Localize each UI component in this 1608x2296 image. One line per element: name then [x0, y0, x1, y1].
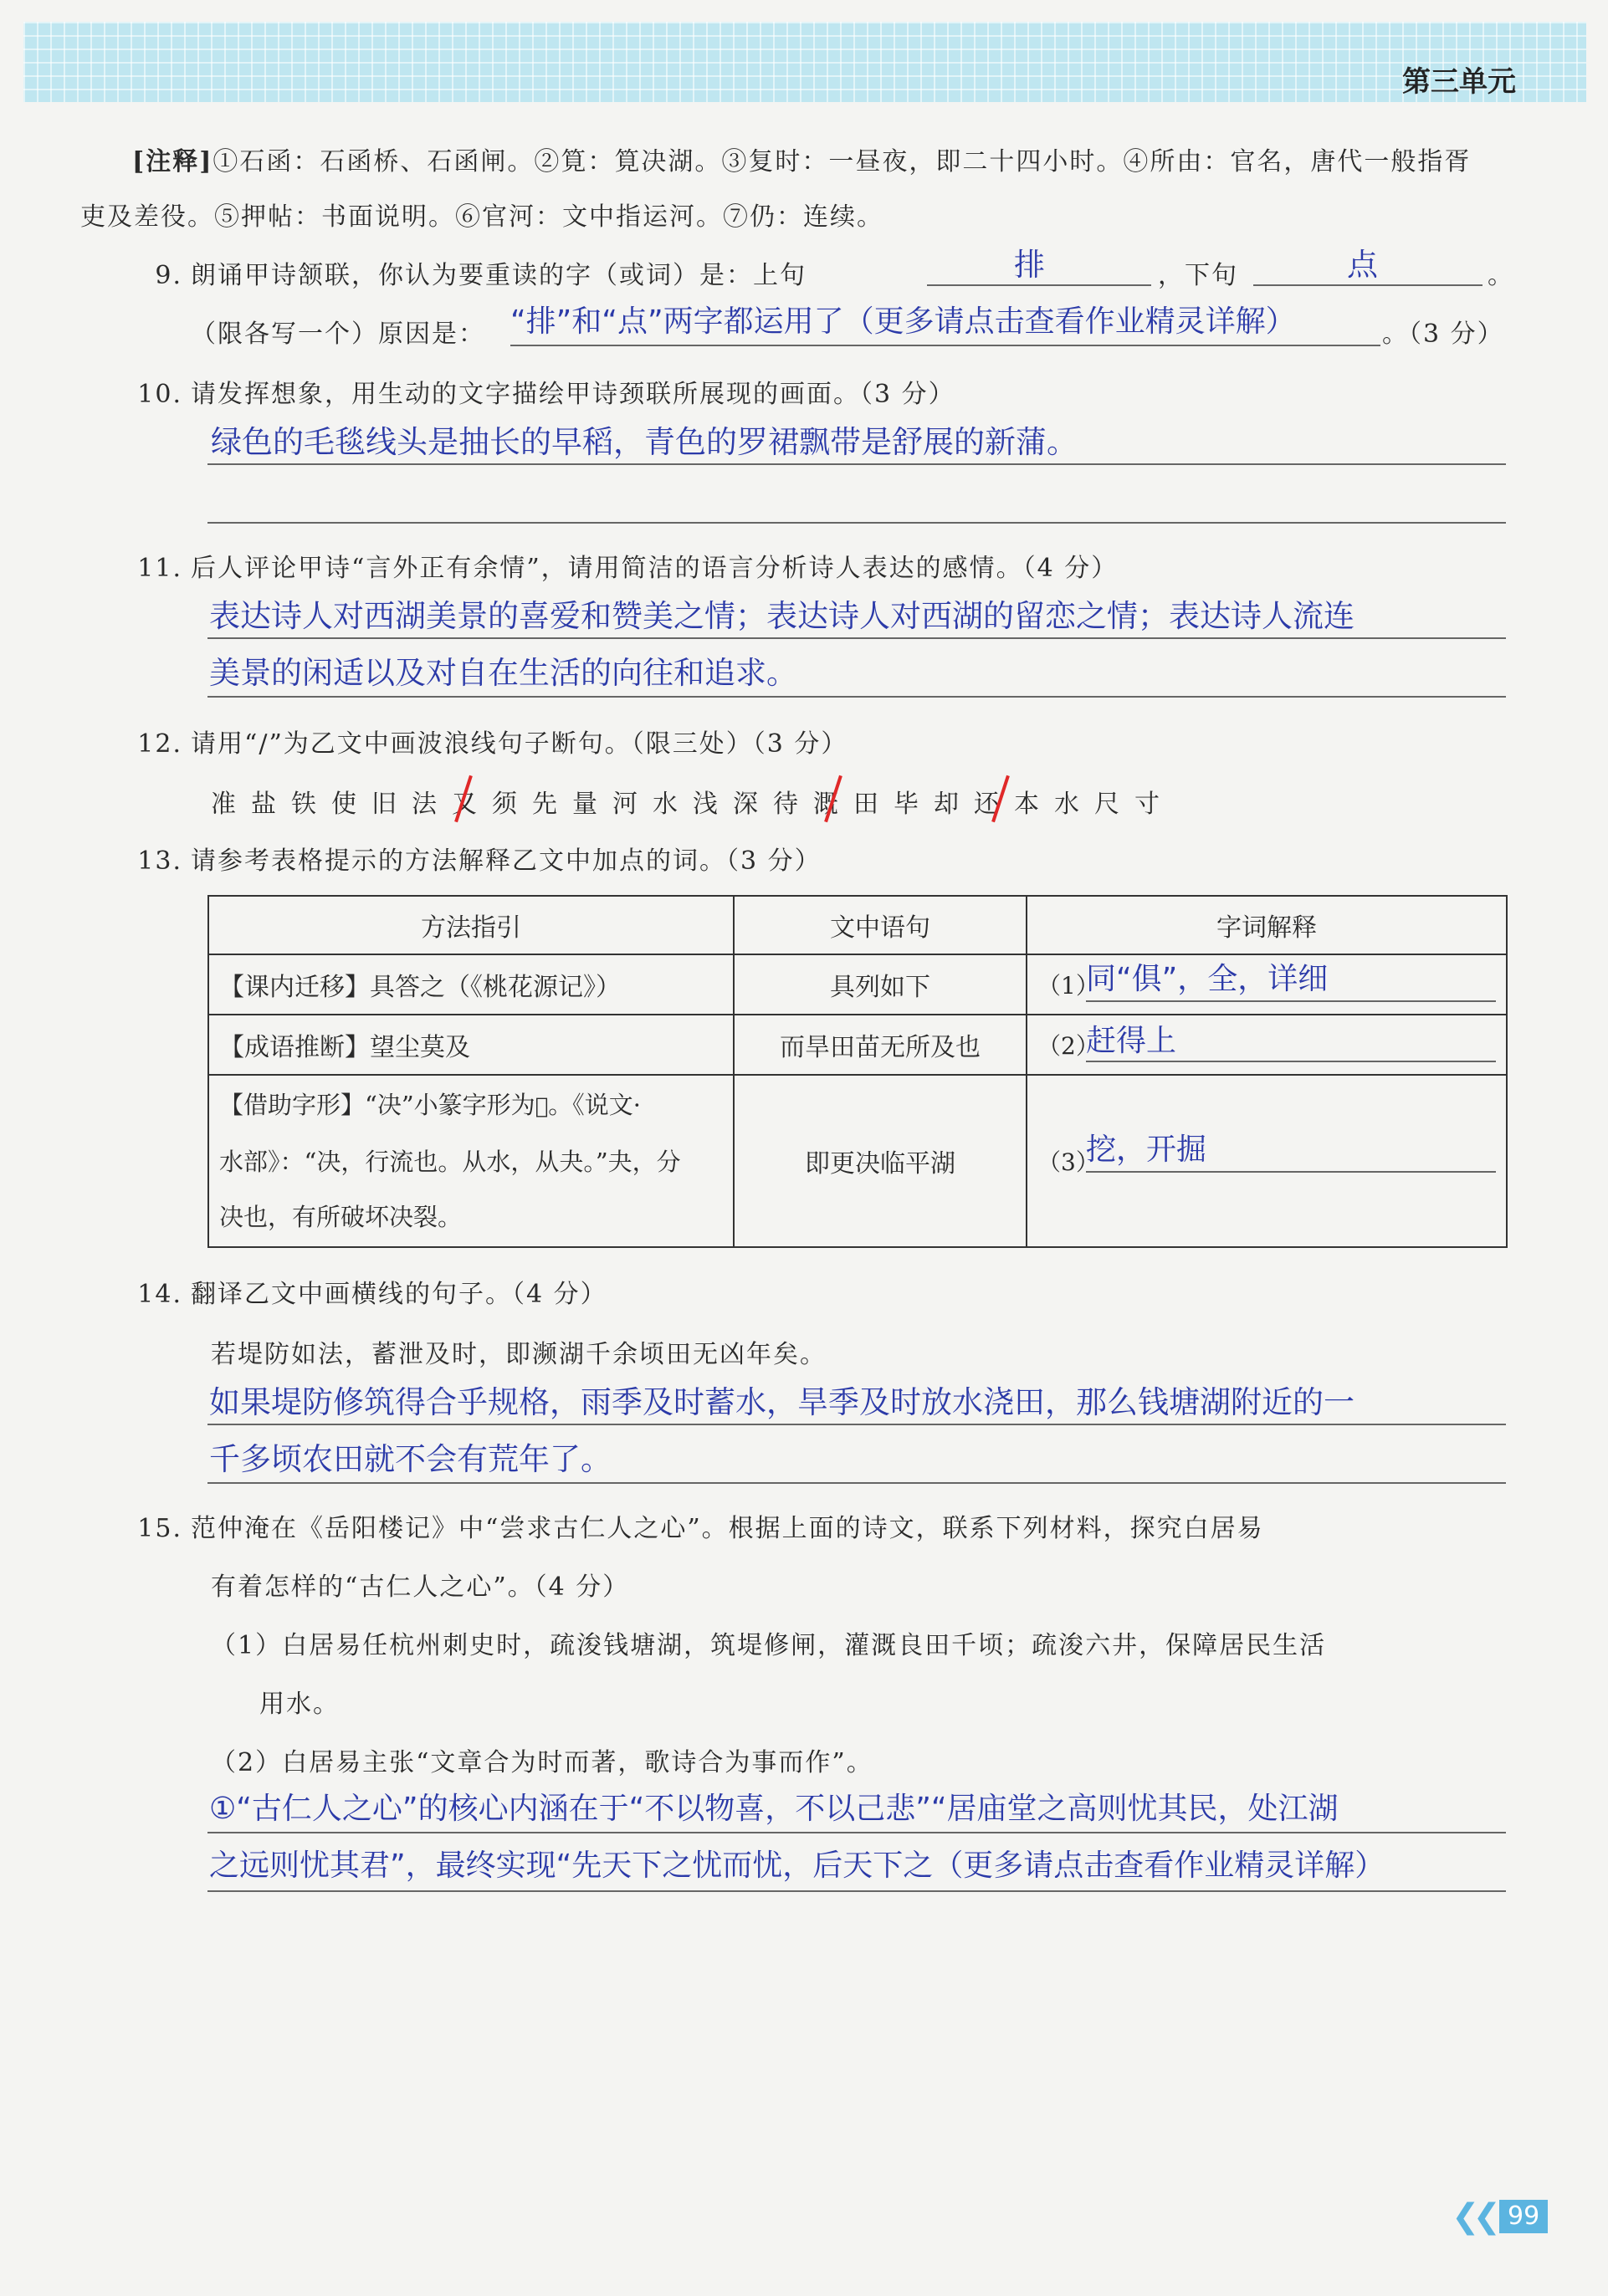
q13-table [207, 895, 1508, 1248]
q15-rule-1[interactable] [207, 1832, 1506, 1833]
q12-sentence: 准盐铁使旧法又须先量河水浅深待溉田毕却还本水尺寸 [211, 790, 1175, 819]
q14-answer-line-2: 千多顷农田就不会有荒年了。 [209, 1441, 612, 1477]
q12-prompt: 请用“/”为乙文中画波浪线句子断句。（限三处）（3 分） [191, 729, 848, 759]
q15-material-2: （2）白居易主张“文章合为时而著，歌诗合为事而作”。 [211, 1748, 873, 1777]
unit-title: 第三单元 [1402, 65, 1516, 99]
q13-prompt-line [117, 840, 822, 877]
row2-num: （2） [1037, 1032, 1099, 1060]
q13-prompt: 请参考表格提示的方法解释乙文中加点的词。（3 分） [191, 846, 822, 876]
q15-prompt-2: 有着怎样的“古仁人之心”。（4 分） [211, 1572, 630, 1602]
row2-rule[interactable] [1086, 1061, 1496, 1062]
q10-number: 10. [137, 380, 182, 409]
q15-material-1-line-2: 用水。 [259, 1690, 340, 1719]
double-chevron-left-icon: ❮❮ [1452, 2197, 1495, 2236]
q14-prompt: 翻译乙文中画横线的句子。（4 分） [191, 1280, 607, 1309]
q9-answer-down: 点 [1347, 247, 1378, 283]
page-number-value: 99 [1499, 2200, 1548, 2233]
row1-num: （1） [1037, 972, 1099, 1000]
q14-sentence: 若堤防如法，蓄泄及时，即濒湖千余顷田无凶年矣。 [211, 1340, 827, 1369]
row3-rule[interactable] [1086, 1171, 1496, 1173]
q14-answer-line-1: 如果堤防修筑得合乎规格，雨季及时蓄水，旱季及时放水浇田，那么钱塘湖附近的一 [209, 1384, 1355, 1420]
row1-method: 【课内迁移】具答之（《桃花源记》） [208, 954, 734, 1015]
q13-number: 13. [137, 846, 182, 876]
q15-material-1-line-1: （1）白居易任杭州刺史时，疏浚钱塘湖，筑堤修闸，灌溉良田千顷；疏浚六井，保障居民生活 [211, 1631, 1327, 1660]
q14-rule-2[interactable] [207, 1482, 1506, 1484]
row2-answer: 赶得上 [1086, 1024, 1177, 1058]
q9-text-line2: （限各写一个）原因是： [191, 320, 485, 349]
q9-number: 9. [155, 261, 182, 290]
notes-label: [注释] [132, 147, 213, 176]
table-header-row [208, 896, 1507, 954]
q9-blank-up[interactable] [927, 284, 1151, 286]
q15-answer-line-2: 之远则忧其君”，最终实现“先天下之忧而忧，后天下之（更多请点击查看作业精灵详解） [209, 1849, 1385, 1883]
q10-rule-1[interactable] [207, 463, 1506, 465]
row3-sentence: 即更决临平湖 [734, 1075, 1027, 1247]
q9-answer-reason: “排”和“点”两字都运用了（更多请点击查看作业精灵详解） [510, 304, 1296, 339]
seal-script-glyph: 𣲑 [535, 1094, 549, 1119]
q11-answer-line-1: 表达诗人对西湖美景的喜爱和赞美之情；表达诗人对西湖的留恋之情；表达诗人流连 [209, 598, 1355, 634]
notes-text-1: ①石函：石函桥、石函闸。②筧：筧决湖。③复时：一昼夜，即二十四小时。④所由：官名，唐代一般指胥 [213, 147, 1472, 176]
q11-rule-2[interactable] [207, 696, 1506, 698]
row2-sentence: 而旱田苗无所及也 [734, 1015, 1027, 1075]
row3-answer: 挖，开掘 [1086, 1133, 1207, 1167]
q14-number: 14. [137, 1280, 182, 1309]
row1-answer: 同“俱”，全，详细 [1086, 962, 1329, 996]
header-band [23, 22, 1586, 102]
notes-line-1 [132, 141, 1471, 177]
q11-prompt-line [117, 547, 1118, 584]
q11-number: 11. [137, 554, 182, 583]
q11-prompt: 后人评论甲诗“言外正有余情”，请用简洁的语言分析诗人表达的感情。（4 分） [191, 554, 1119, 583]
q12-number: 12. [137, 729, 182, 759]
row3-num: （3） [1037, 1148, 1099, 1176]
q10-rule-2[interactable] [207, 522, 1506, 524]
q15-prompt-line-1 [117, 1507, 1264, 1544]
table-row [208, 1075, 1507, 1247]
q9-line-1 [117, 254, 807, 291]
q12-prompt-line [117, 723, 848, 759]
q11-rule-1[interactable] [207, 637, 1506, 639]
q9-text-a: 朗诵甲诗颔联，你认为要重读的字（或词）是：上句 [191, 261, 807, 290]
q9-text-line2-end: 。（3 分） [1382, 320, 1504, 349]
q9-text-end: 。 [1488, 261, 1514, 290]
table-row [208, 954, 1507, 1015]
q10-prompt: 请发挥想象，用生动的文字描绘甲诗颈联所展现的画面。（3 分） [191, 380, 955, 409]
table-header: 字词解释 [1027, 896, 1507, 954]
row3-method: 【借助字形】“决”小篆字形为𣲑。《说文· 水部》：“决，行流也。从水，从夬。”夬，分 决也，有所破坏决裂。 [208, 1075, 734, 1247]
row2-answer-cell [1027, 1015, 1507, 1075]
q10-prompt-line [117, 373, 955, 410]
q14-prompt-line [117, 1273, 607, 1310]
notes-line-2: 吏及差役。⑤押帖：书面说明。⑥官河：文中指运河。⑦仍：连续。 [80, 202, 883, 232]
q15-prompt-1: 范仲淹在《岳阳楼记》中“尝求古仁人之心”。根据上面的诗文，联系下列材料，探究白居易 [191, 1514, 1264, 1543]
q9-answer-up: 排 [1014, 247, 1045, 283]
table-header: 文中语句 [734, 896, 1027, 954]
q9-text-b: ，下句 [1158, 261, 1238, 290]
table-row [208, 1015, 1507, 1075]
q11-answer-line-2: 美景的闲适以及对自在生活的向往和追求。 [209, 655, 797, 691]
page-number [1452, 2197, 1548, 2236]
q15-answer-line-1: ①“古仁人之心”的核心内涵在于“不以物喜，不以己悲”“居庙堂之高则忧其民，处江湖 [209, 1792, 1339, 1826]
q9-blank-down[interactable] [1253, 284, 1483, 286]
q15-number: 15. [137, 1514, 182, 1543]
q14-rule-1[interactable] [207, 1424, 1506, 1425]
q10-answer: 绿色的毛毯线头是抽长的早稻，青色的罗裙飘带是舒展的新蒲。 [211, 424, 1078, 460]
row1-answer-cell [1027, 954, 1507, 1015]
q9-blank-reason[interactable] [510, 345, 1380, 346]
row2-method: 【成语推断】望尘莫及 [208, 1015, 734, 1075]
row1-rule[interactable] [1086, 1000, 1496, 1002]
table-header: 方法指引 [208, 896, 734, 954]
row1-sentence: 具列如下 [734, 954, 1027, 1015]
q15-rule-2[interactable] [207, 1890, 1506, 1892]
row3-answer-cell [1027, 1075, 1507, 1247]
